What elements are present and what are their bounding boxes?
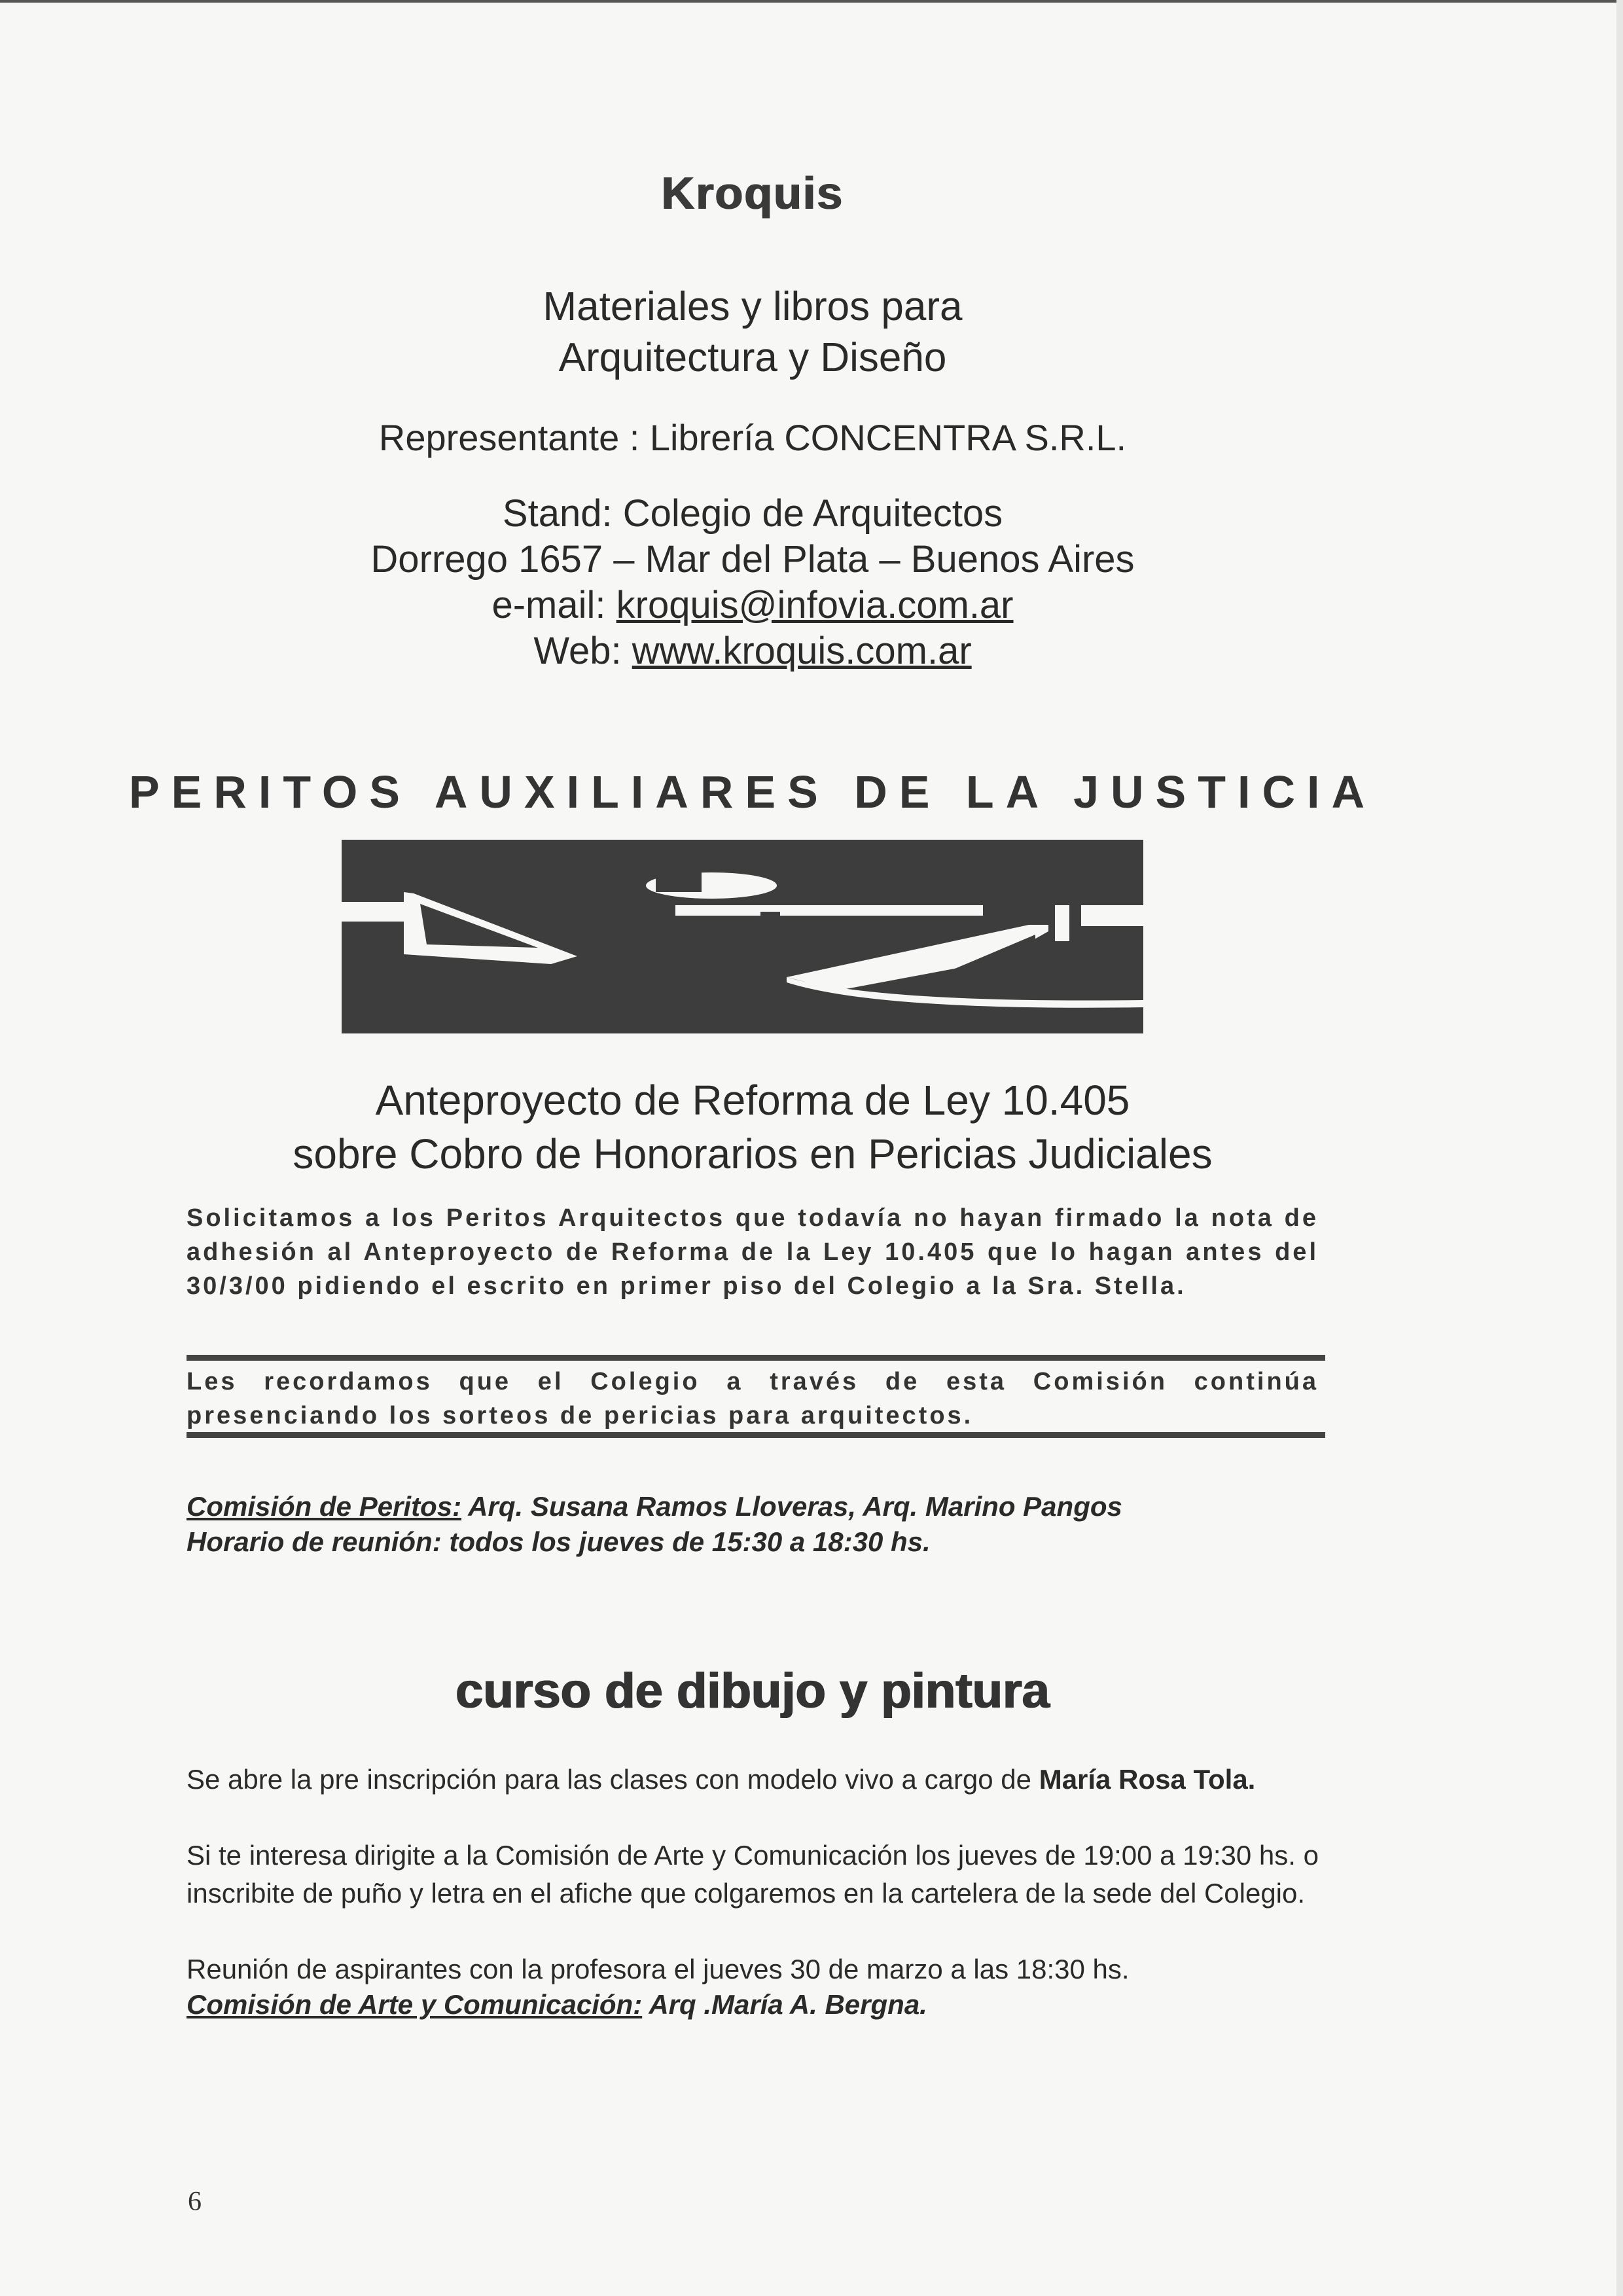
logo-left-bar [342, 902, 404, 922]
subtitle-line-1: Materiales y libros para [543, 284, 963, 329]
stand-line: Stand: Colegio de Arquitectos [502, 492, 1003, 535]
subtitle-line-2: Arquitectura y Diseño [558, 335, 947, 380]
reforma-heading [0, 1073, 1505, 1181]
rule-top [187, 1355, 1325, 1361]
logo-right-bar [1081, 905, 1143, 926]
top-edge-line [0, 0, 1623, 3]
rule-bottom [187, 1432, 1325, 1438]
kroquis-title: Kroquis [661, 168, 844, 219]
peritos-commission-members: Arq. Susana Ramos Lloveras, Arq. Marino Pangos [461, 1491, 1122, 1522]
email-label: e-mail: [491, 584, 616, 626]
curso-paragraph-1 [187, 1761, 1319, 1799]
logo-post [656, 866, 702, 892]
email-link[interactable]: kroquis@infovia.com.ar [616, 584, 1014, 626]
peritos-commission-line [187, 1489, 1122, 1524]
balance-bridge-logo-icon [342, 840, 1143, 1033]
reminder-paragraph: Les recordamos que el Colegio a través de esta Comisión continúa presenciando los sorteos de pericias para arquitectos. [187, 1368, 1319, 1429]
teacher-name: María Rosa Tola. [1039, 1764, 1256, 1795]
peritos-commission-label: Comisión de Peritos: [187, 1491, 462, 1522]
peritos-schedule: Horario de reunión: todos los jueves de 15:30 a 18:30 hs. [187, 1526, 931, 1557]
kroquis-subtitle [0, 281, 1505, 384]
web-label: Web: [533, 630, 632, 672]
web-link[interactable]: www.kroquis.com.ar [632, 630, 972, 672]
arte-commission-line [187, 1987, 927, 2022]
page-number: 6 [188, 2187, 202, 2217]
reforma-heading-line-1: Anteproyecto de Reforma de Ley 10.405 [375, 1077, 1130, 1124]
contact-block [0, 491, 1505, 674]
solicitud-paragraph: Solicitamos a los Peritos Arquitectos que todavía no hayan firmado la nota de adhesión al Anteproyecto de Reforma de la Ley 10.405 que lo hagan antes del 30/3/00 pidiendo el escrito en primer piso del Colegio a la Sra. Stella. [187, 1204, 1319, 1300]
logo-right-post [1055, 905, 1069, 941]
reforma-heading-line-2: sobre Cobro de Honorarios en Pericias Judiciales [293, 1130, 1213, 1177]
web-line [0, 628, 1505, 674]
address-line: Dorrego 1657 – Mar del Plata – Buenos Aires [370, 538, 1135, 581]
email-line [0, 583, 1505, 628]
page-edge [1616, 0, 1623, 2296]
peritos-title: PERITOS AUXILIARES DE LA JUSTICIA [128, 766, 1377, 817]
arte-commission-label: Comisión de Arte y Comunicación: [187, 1989, 643, 2020]
curso-paragraph-3: Reunión de aspirantes con la profesora el jueves 30 de marzo a las 18:30 hs. [187, 1954, 1130, 1984]
curso-p1-text: Se abre la pre inscripción para las clases con modelo vivo a cargo de [187, 1764, 1039, 1795]
logo-beam [675, 905, 983, 916]
curso-title: curso de dibujo y pintura [455, 1663, 1050, 1719]
representante-line: Representante : Librería CONCENTRA S.R.L. [378, 417, 1127, 458]
curso-paragraph-2: Si te interesa dirigite a la Comisión de Arte y Comunicación los jueves de 19:00 a 19:30 hs. o inscribite de puño y letra en el afiche que colgaremos en la cartelera de la sede del Colegio. [187, 1840, 1319, 1909]
logo-beam-gap [760, 912, 780, 924]
arte-commission-member: Arq .María A. Bergna. [642, 1989, 927, 2020]
